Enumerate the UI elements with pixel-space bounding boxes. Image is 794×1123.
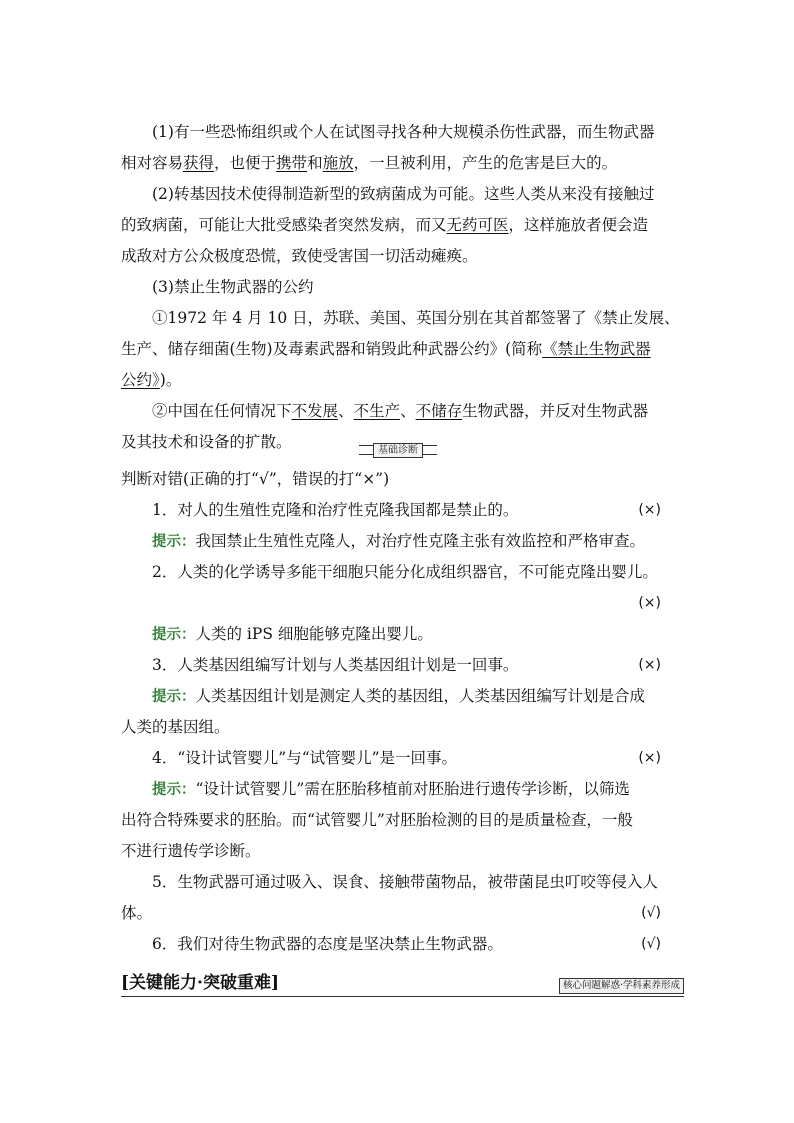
underline-term: 获得 [183, 154, 215, 172]
quiz-hint-3-line1: 提示：人类基因组计划是测定人类的基因组，人类基因组编写计划是合成 [152, 687, 646, 705]
underline-term: 不生产 [353, 402, 401, 420]
answer-mark: (×) [638, 750, 661, 766]
underline-term: 携带 [276, 154, 308, 172]
quiz-item-2: 2．人类的化学诱导多能干细胞只能分化成组织器官，不可能克隆出婴儿。 [152, 563, 658, 581]
badge-right-bar [423, 445, 437, 455]
quiz-hint-4-line1: 提示：“设计试管婴儿”需在胚胎移植前对胚胎进行遗传学诊断，以筛选 [152, 780, 630, 798]
para3-item2-line1: ②中国在任何情况下不发展、不生产、不储存生物武器，并反对生物武器 [152, 402, 649, 420]
para3-item2-line2: 及其技术和设备的扩散。 [121, 433, 292, 451]
quiz-item-2-mark-line [121, 591, 675, 615]
section-tagline: 核心问题解惑·学科素养形成 [559, 978, 684, 994]
answer-mark: (×) [638, 657, 661, 673]
para2-line3: 成敌对方公众极度恐慌，致使受害国一切活动瘫痪。 [121, 247, 478, 265]
answer-mark: (×) [638, 595, 661, 611]
answer-mark: (×) [638, 502, 661, 518]
hint-label: 提示： [152, 689, 196, 705]
answer-mark: (√) [641, 905, 661, 921]
underline-term: 施放 [322, 154, 354, 172]
quiz-item-6: 6．我们对待生物武器的态度是坚决禁止生物武器。 (√) [121, 932, 675, 956]
para3-title: (3)禁止生物武器的公约 [152, 278, 314, 296]
hint-label: 提示： [152, 534, 196, 550]
quiz-hint-4-line2: 出符合特殊要求的胚胎。而“试管婴儿”对胚胎检测的目的是质量检查，一般 [121, 811, 633, 829]
quiz-hint-3-line2: 人类的基因组。 [121, 718, 230, 736]
underline-term: 《禁止生物武器 [542, 340, 651, 358]
section-badge [121, 440, 675, 460]
section-title: [关键能力·突破重难] [121, 973, 280, 993]
answer-mark: (√) [641, 936, 661, 952]
quiz-item-1: 1．对人的生殖性克隆和治疗性克隆我国都是禁止的。 (×) [121, 498, 675, 522]
hint-label: 提示： [152, 627, 196, 643]
para3-item1-line2: 生产、储存细菌(生物)及毒素武器和销毁此种武器公约》(简称《禁止生物武器 [121, 340, 651, 358]
para1-line2: 相对容易获得，也便于携带和施放，一旦被利用，产生的危害是巨大的。 [121, 154, 618, 172]
section-footer [121, 972, 684, 997]
quiz-hint-4-line3: 不进行遗传学诊断。 [121, 842, 261, 860]
underline-term: 无药可医 [446, 216, 509, 234]
underline-term: 不发展 [291, 402, 339, 420]
para3-item1-line1: ①1972 年 4 月 10 日，苏联、美国、英国分别在其首都签署了《禁止发展、 [152, 309, 680, 327]
quiz-item-5-line1: 5．生物武器可通过吸入、误食、接触带菌物品，被带菌昆虫叮咬等侵入人 [152, 873, 658, 891]
para1-line1: (1)有一些恐怖组织或个人在试图寻找各种大规模杀伤性武器，而生物武器 [152, 123, 655, 141]
badge-left-bar [359, 445, 373, 455]
para2-line2: 的致病菌，可能让大批受感染者突然发病，而又无药可医，这样施放者便会造 [121, 216, 649, 234]
para2-line1: (2)转基因技术使得制造新型的致病菌成为可能。这些人类从来没有接触过 [152, 185, 655, 203]
badge-label: 基础诊断 [373, 443, 423, 458]
underline-term: 不储存 [415, 402, 463, 420]
para3-item1-line3: 公约》)。 [121, 371, 182, 389]
quiz-instruction: 判断对错(正确的打“√”，错误的打“×”) [121, 470, 390, 488]
quiz-item-3: 3．人类基因组编写计划与人类基因组计划是一回事。 (×) [121, 653, 675, 677]
quiz-item-4: 4．“设计试管婴儿”与“试管婴儿”是一回事。 (×) [121, 746, 675, 770]
hint-label: 提示： [152, 782, 196, 798]
quiz-hint-2: 提示：人类的 iPS 细胞能够克隆出婴儿。 [152, 625, 433, 643]
quiz-hint-1: 提示：我国禁止生殖性克隆人，对治疗性克隆主张有效监控和严格审查。 [152, 532, 646, 550]
quiz-item-5-line2: 体。 (√) [121, 901, 675, 925]
underline-term: 公约》 [121, 371, 160, 389]
